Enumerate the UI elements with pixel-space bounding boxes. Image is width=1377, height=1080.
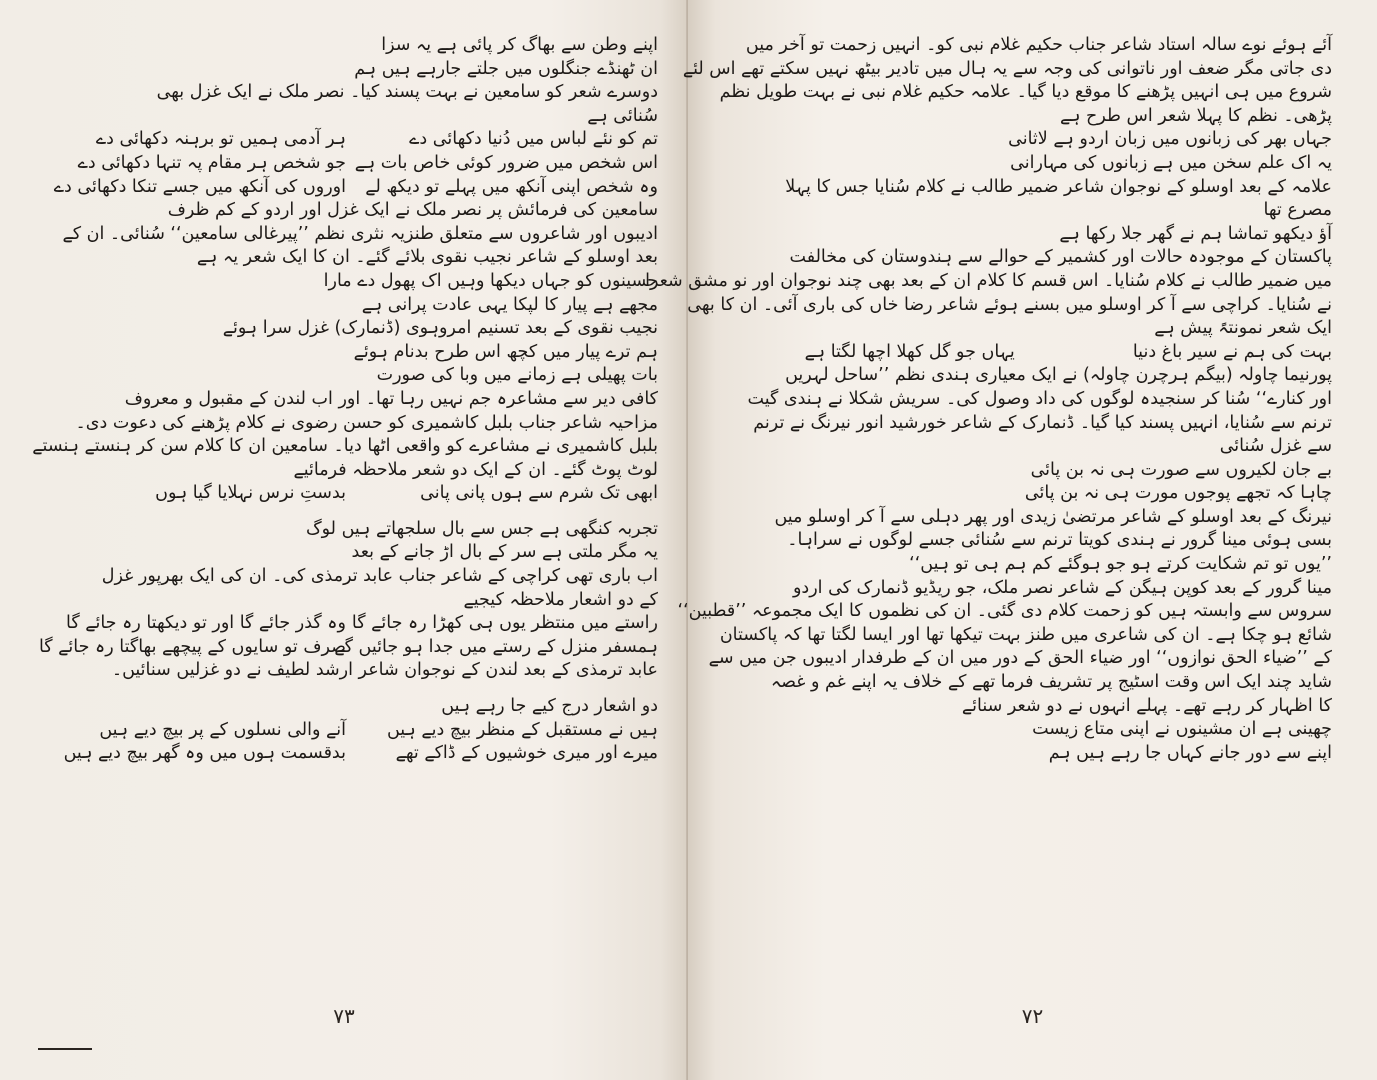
couplet-first-hemistich: ہمسفر منزل کے رستے میں جدا ہو جائیں گے <box>334 636 658 657</box>
couplet-second-hemistich: بدقسمت ہوں میں وہ گھر بیچ دیے ہیں <box>63 743 346 764</box>
prose-line: پاکستان کے موجودہ حالات اور کشمیر کے حوالے سے ہندوستان کی مخالفت <box>789 247 1332 268</box>
prose-line: مینا گرور کے بعد کوپن ہیگن کے شاعر نصر ملک، جو ریڈیو ڈنمارک کی اردو <box>792 577 1332 598</box>
right-page-text <box>645 34 1332 765</box>
prose-line: کا اظہار کر رہے تھے۔ پہلے انہوں نے دو شعر سنائے <box>961 695 1332 716</box>
prose-line: ادیبوں اور شاعروں سے متعلق طنزیہ نثری نظم ’’پیرغالی سامعین‘‘ سُنائی۔ ان کے <box>62 223 658 244</box>
couplet-second-hemistich: صرف تو سایوں کے پیچھے بھاگتا رہ جائے گا <box>38 636 346 657</box>
couplet-first-hemistich: میرے اور میری خوشیوں کے ڈاکے تھے <box>395 743 658 764</box>
prose-line: میں ضمیر طالب نے کلام سُنایا۔ اس قسم کا کلام ان کے بعد بھی چند نوجوان اور نو مشق شعرا <box>645 270 1332 291</box>
verse-line: یہ مگر ملتی ہے سر کے بال اڑ جانے کے بعد <box>351 542 658 563</box>
prose-line: دی جاتی مگر ضعف اور ناتوانی کی وجہ سے یہ ہال میں تادیر بیٹھ نہیں سکتے تھے اس لئے <box>682 58 1332 79</box>
verse-line: ہم ترے پیار میں کچھ اس طرح بدنام ہوئے <box>353 341 658 362</box>
prose-line: ایک شعر نمونتہً پیش ہے <box>1154 318 1332 339</box>
verse-line: مجھے ہے پیار کا لپکا یہی عادت پرانی ہے <box>361 294 658 315</box>
verse-line: چھینی ہے ان مشینوں نے اپنی متاع زیست <box>1032 719 1332 740</box>
prose-line: علامہ کے بعد اوسلو کے نوجوان شاعر ضمیر طالب نے کلام سُنایا جس کا پہلا <box>785 176 1332 197</box>
couplet-first-hemistich: تم کو نئے لباس میں دُنیا دکھائی دے <box>409 129 658 150</box>
couplet-first-hemistich: ہیں نے مستقبل کے منظر بیچ دیے ہیں <box>386 719 658 740</box>
prose-line: شروع میں ہی انہیں پڑھنے کا موقع دیا گیا۔ علامہ حکیم غلام نبی نے بہت طویل نظم <box>719 82 1332 103</box>
couplet-first-hemistich: اس شخص میں ضرور کوئی خاص بات ہے <box>354 152 658 173</box>
prose-line: دوسرے شعر کو سامعین نے بہت پسند کیا۔ نصر ملک نے ایک غزل بھی <box>156 82 658 103</box>
couplet <box>58 719 658 743</box>
couplet <box>58 128 658 152</box>
couplet-first-hemistich: بہت کی ہم نے سیر باغ دنیا <box>1132 341 1332 362</box>
verse-line: جہاں بھر کی زبانوں میں زبان اردو ہے لاثانی <box>1008 129 1332 150</box>
prose-line: شائع ہو چکا ہے۔ ان کی شاعری میں طنز بہت تیکھا تھا اور ایسا لگتا تھا کہ پاکستان <box>719 624 1332 645</box>
verse-line: اپنے وطن سے بھاگ کر پائی ہے یہ سزا <box>381 35 658 55</box>
right-page-number: ۷۲ <box>1021 1004 1044 1028</box>
couplet <box>722 341 1332 365</box>
verse-line: ’’یوں تو تم شکایت کرتے ہو جو ہوگئے کم ہم ہی تو ہیں‘‘ <box>909 554 1332 575</box>
couplet <box>58 482 658 506</box>
prose-line: کافی دیر سے مشاعرہ جم نہیں رہا تھا۔ اور اب لندن کے مقبول و معروف <box>124 388 658 409</box>
couplet-second-hemistich: آنے والی نسلوں کے پر بیچ دیے ہیں <box>99 719 346 740</box>
couplet <box>53 176 658 200</box>
prose-line: بعد اوسلو کے شاعر نجیب نقوی بلائے گئے۔ ان کا ایک شعر یہ ہے <box>196 247 658 268</box>
right-page <box>645 0 1377 1080</box>
couplet <box>58 152 658 176</box>
prose-line: بلبل کاشمیری نے مشاعرے کو واقعی اٹھا دیا۔ سامعین ان کا کلام سن کر ہنستے ہنستے <box>32 436 658 457</box>
left-page-text <box>32 34 658 766</box>
prose-line: مزاحیہ شاعر جناب بلبل کاشمیری کو حسن رضوی نے کلام پڑھنے کی دعوت دی۔ <box>75 412 658 433</box>
prose-line: عابد ترمذی کے بعد لندن کے نوجوان شاعر ارشد لطیف نے دو غزلیں سنائیں۔ <box>111 660 658 681</box>
verse-line: تجربہ کنگھی ہے جس سے بال سلجھاتے ہیں لوگ <box>305 518 658 539</box>
prose-line: اب باری تھی کراچی کے شاعر جناب عابد ترمذی کی۔ ان کی ایک بھرپور غزل <box>101 566 658 587</box>
prose-line: سُنائی ہے <box>587 105 658 126</box>
couplet-second-hemistich: بدستِ نرس نہلایا گیا ہوں <box>155 483 346 504</box>
couplet-first-hemistich: راستے میں منتظر یوں ہی کھڑا رہ جائے گا <box>351 613 658 634</box>
couplet <box>38 636 658 660</box>
prose-line: پڑھی۔ نظم کا پہلا شعر اس طرح ہے <box>1059 105 1332 126</box>
prose-line: سروس سے وابستہ ہیں کو زحمت کلام دی گئی۔ ان کی نظموں کا ایک مجموعہ ’’قطبین‘‘ <box>677 601 1332 622</box>
prose-line: بسی ہوئی مینا گرور نے ہندی کویتا ترنم سے سُنائی جسے لوگوں نے سراہا۔ <box>787 530 1332 551</box>
prose-line: آئے ہوئے نوے سالہ استاد شاعر جناب حکیم غلام نبی کو۔ انہیں زحمت تو آخر میں <box>745 35 1332 55</box>
corner-rule <box>38 1048 92 1050</box>
couplet-second-hemistich: وہ گذر جائے گا اور تو دیکھتا رہ جائے گا <box>66 613 346 634</box>
prose-line: لوٹ پوٹ گئے۔ ان کے ایک دو شعر ملاحظہ فرمائیے <box>293 459 658 480</box>
verse-line: یہ اک علم سخن میں ہے زبانوں کی مہارانی <box>1010 152 1332 173</box>
prose-line: کے دو اشعار ملاحظہ کیجیے <box>463 589 658 610</box>
verse-line: ان ٹھنڈے جنگلوں میں جلتے جارہے ہیں ہم <box>354 58 658 79</box>
couplet-second-hemistich: ہر آدمی ہمیں تو برہنہ دکھائی دے <box>95 129 346 150</box>
couplet-second-hemistich: جو شخص ہر مقام پہ تنہا دکھائی دے <box>77 152 346 173</box>
prose-line: سے غزل سُنائی <box>1219 436 1332 457</box>
prose-line: سامعین کی فرمائش پر نصر ملک نے ایک غزل اور اردو کے کم ظرف <box>167 200 658 221</box>
prose-line: نیرنگ کے بعد اوسلو کے شاعر مرتضیٰ زیدی اور پھر دہلی سے آ کر اوسلو میں <box>774 506 1332 527</box>
couplet-second-hemistich: اوروں کی آنکھ میں جسے تنکا دکھائی دے <box>53 176 346 197</box>
spacer <box>58 683 658 695</box>
prose-line: نے سُنایا۔ کراچی سے آ کر اوسلو میں بسنے ہوئے شاعر رضا خاں کی باری آئی۔ ان کا بھی <box>687 294 1332 315</box>
prose-line: ترنم سے سُنایا، انہیں پسند کیا گیا۔ ڈنمارک کے شاعر خورشید انور نیرنگ نے ترنم <box>753 412 1332 433</box>
prose-line: نجیب نقوی کے بعد تسنیم امروہوی (ڈنمارک) غزل سرا ہوئے <box>222 318 658 339</box>
left-page-number: ۷۳ <box>333 1004 355 1028</box>
verse-line: چاہا کہ تجھے پوجوں مورت ہی نہ بن پائی <box>1024 483 1332 504</box>
prose-line: پورنیما چاولہ (بیگم ہرچرن چاولہ) نے ایک معیاری ہندی نظم ’’ساحل لہریں <box>785 365 1332 386</box>
prose-line: اور کنارے‘‘ سُنا کر سنجیدہ لوگوں کی داد وصول کی۔ سریش شکلا نے ہندی گیت <box>747 388 1332 409</box>
left-page <box>0 0 688 1080</box>
spacer <box>58 506 658 518</box>
prose-line: دو اشعار درج کیے جا رہے ہیں <box>441 696 658 717</box>
couplet-second-hemistich: یہاں جو گل کھلا اچھا لگتا ہے <box>804 341 1015 362</box>
verse-line: بے جان لکیروں سے صورت ہی نہ بن پائی <box>1030 459 1332 480</box>
couplet-first-hemistich: وہ شخص اپنی آنکھ میں پہلے تو دیکھ لے <box>365 176 658 197</box>
couplet <box>58 742 658 766</box>
prose-line: مصرع تھا <box>1263 200 1332 221</box>
prose-line: کے ’’ضیاء الحق نوازوں‘‘ اور ضیاء الحق کے دور میں ان کے طرفدار ادیبوں جن میں سے <box>708 648 1332 669</box>
prose-line: شاید چند ایک اس وقت اسٹیج پر تشریف فرما تھے کے خلاف یہ اپنے غم و غصہ <box>770 672 1332 693</box>
verse-line: اپنے سے دور جانے کہاں جا رہے ہیں ہم <box>1048 742 1332 763</box>
couplet <box>58 612 658 636</box>
couplet-first-hemistich: ابھی تک شرم سے ہوں پانی پانی <box>420 483 658 504</box>
verse-line: حسینوں کو جہاں دیکھا وہیں اک پھول دے مارا <box>323 270 658 291</box>
verse-line: آؤ دیکھو تماشا ہم نے گھر جلا رکھا ہے <box>1059 223 1332 244</box>
verse-line: بات پھیلی ہے زمانے میں وبا کی صورت <box>376 365 658 386</box>
